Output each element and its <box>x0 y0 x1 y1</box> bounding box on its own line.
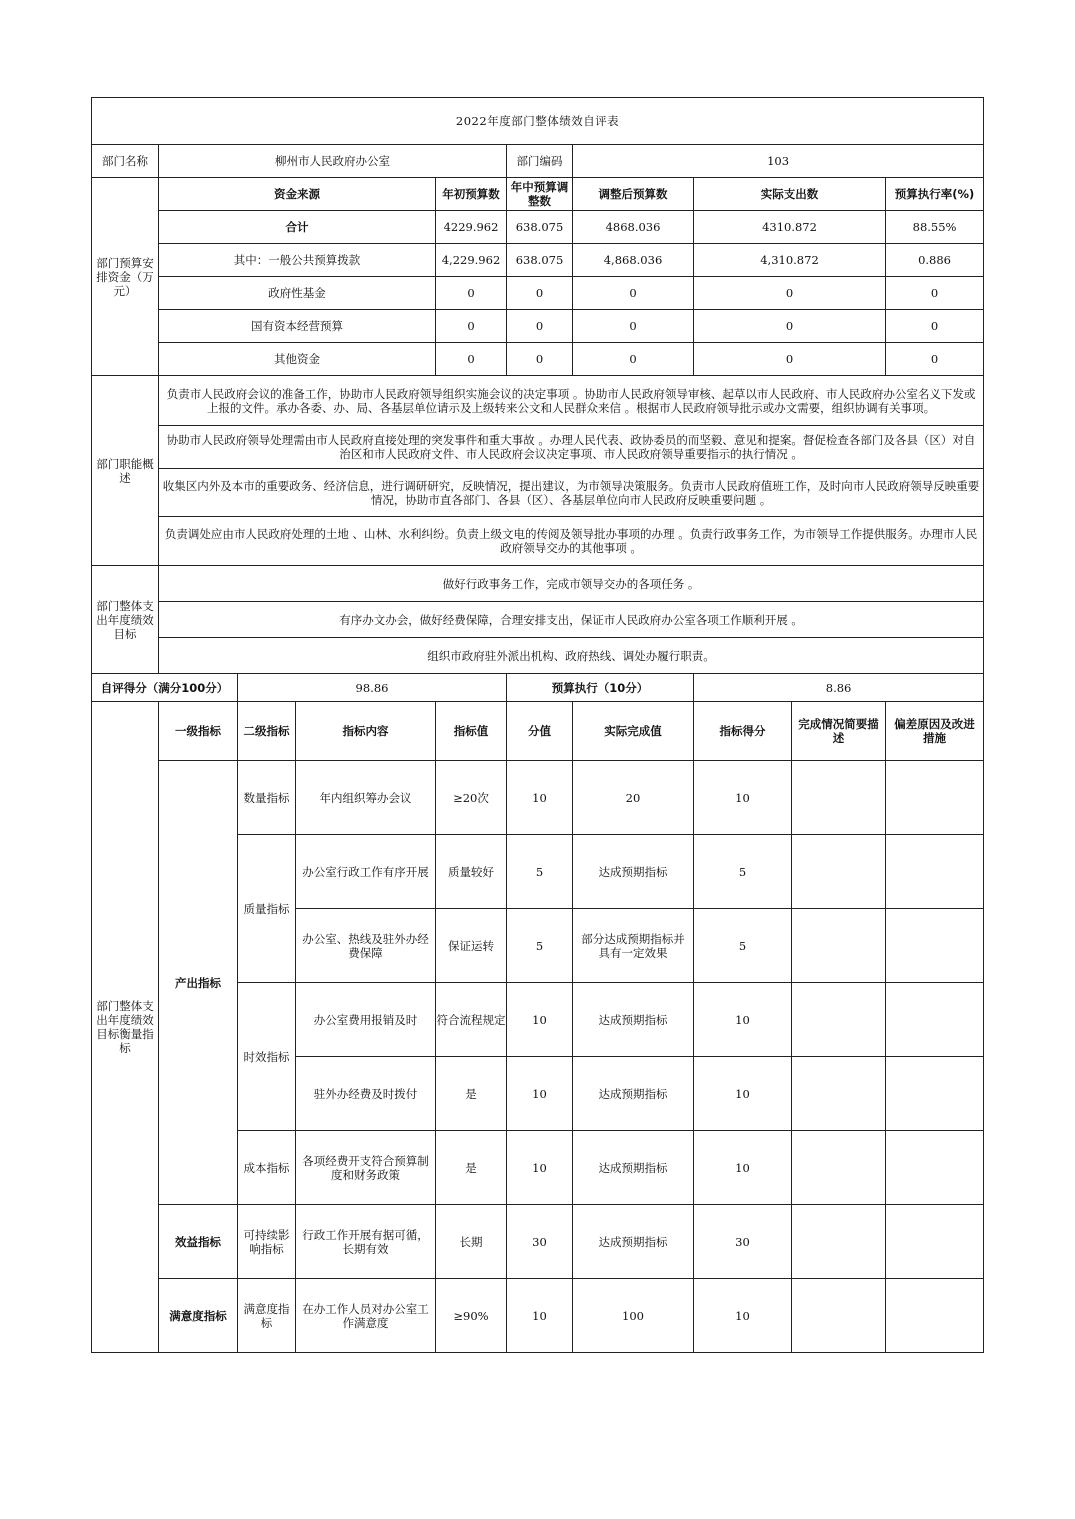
goals-label: 部门整体支出年度绩效目标 <box>92 566 159 674</box>
ind-score: 5 <box>694 909 792 983</box>
ind-actual: 达成预期指标 <box>573 1057 694 1131</box>
ind-header-score: 指标得分 <box>694 702 792 761</box>
ind-header-target: 指标值 <box>436 702 507 761</box>
ind-points: 10 <box>507 983 573 1057</box>
page-title: 2022年度部门整体绩效自评表 <box>92 98 984 145</box>
level2-quantity: 数量指标 <box>238 761 296 835</box>
ind-target: 保证运转 <box>436 909 507 983</box>
budget-header-source: 资金来源 <box>159 178 436 211</box>
indicator-row <box>92 1205 984 1279</box>
level2-satisfaction: 满意度指标 <box>238 1279 296 1353</box>
budget-header-adjust: 年中预算调整数 <box>507 178 573 211</box>
ind-description <box>792 1205 886 1279</box>
budget-adjust: 0 <box>507 277 573 310</box>
budget-rate: 0.886 <box>886 244 984 277</box>
budget-source: 政府性基金 <box>159 277 436 310</box>
ind-description <box>792 1057 886 1131</box>
ind-header-level1: 一级指标 <box>159 702 238 761</box>
budget-row <box>92 277 984 310</box>
ind-header-actual: 实际完成值 <box>573 702 694 761</box>
budget-initial: 0 <box>436 277 507 310</box>
budget-exec-label: 预算执行（10分） <box>507 674 694 702</box>
budget-initial: 4,229.962 <box>436 244 507 277</box>
budget-rate: 88.55% <box>886 211 984 244</box>
level2-quality: 质量指标 <box>238 835 296 983</box>
self-score-label: 自评得分（满分100分） <box>92 674 238 702</box>
budget-actual: 4310.872 <box>694 211 886 244</box>
ind-deviation <box>886 1131 984 1205</box>
ind-target: ≥20次 <box>436 761 507 835</box>
ind-target: 是 <box>436 1131 507 1205</box>
ind-deviation <box>886 1279 984 1353</box>
budget-source: 其中：一般公共预算拨款 <box>159 244 436 277</box>
dept-name-value: 柳州市人民政府办公室 <box>159 145 507 178</box>
ind-score: 10 <box>694 1131 792 1205</box>
budget-row <box>92 343 984 376</box>
budget-source: 合计 <box>159 211 436 244</box>
budget-row <box>92 244 984 277</box>
ind-actual: 部分达成预期指标并具有一定效果 <box>573 909 694 983</box>
ind-target: 质量较好 <box>436 835 507 909</box>
indicator-row <box>92 1279 984 1353</box>
budget-row-total <box>92 211 984 244</box>
ind-points: 5 <box>507 835 573 909</box>
ind-header-points: 分值 <box>507 702 573 761</box>
ind-content: 办公室行政工作有序开展 <box>296 835 436 909</box>
ind-score: 30 <box>694 1205 792 1279</box>
budget-adjusted: 0 <box>573 277 694 310</box>
dept-code-label: 部门编码 <box>507 145 573 178</box>
budget-header-rate: 预算执行率(%) <box>886 178 984 211</box>
function-text: 协助市人民政府领导处理需由市人民政府直接处理的突发事件和重大事故 。办理人民代表、政协委员的而坚毅、意见和提案。督促检查各部门及各县（区）对自治区和市人民政府文件、市人民政府会议决定事项、市人民政府领导重要指示的执行情况 。 <box>159 426 984 469</box>
budget-adjusted: 4868.036 <box>573 211 694 244</box>
ind-score: 5 <box>694 835 792 909</box>
ind-description <box>792 761 886 835</box>
budget-initial: 0 <box>436 310 507 343</box>
budget-row <box>92 310 984 343</box>
budget-initial: 0 <box>436 343 507 376</box>
budget-header-adjusted: 调整后预算数 <box>573 178 694 211</box>
ind-header-deviation: 偏差原因及改进措施 <box>886 702 984 761</box>
ind-description <box>792 909 886 983</box>
ind-content: 年内组织筹办会议 <box>296 761 436 835</box>
ind-description <box>792 983 886 1057</box>
budget-section-label: 部门预算安排资金（万元） <box>92 178 159 376</box>
ind-actual: 20 <box>573 761 694 835</box>
budget-actual: 4,310.872 <box>694 244 886 277</box>
budget-actual: 0 <box>694 343 886 376</box>
ind-deviation <box>886 835 984 909</box>
ind-content: 驻外办经费及时拨付 <box>296 1057 436 1131</box>
budget-rate: 0 <box>886 343 984 376</box>
goal-text: 有序办文办会，做好经费保障，合理安排支出，保证市人民政府办公室各项工作顺利开展 。 <box>159 602 984 638</box>
level2-cost: 成本指标 <box>238 1131 296 1205</box>
ind-header-level2: 二级指标 <box>238 702 296 761</box>
level1-output: 产出指标 <box>159 761 238 1205</box>
ind-actual: 达成预期指标 <box>573 983 694 1057</box>
performance-table <box>91 97 984 1353</box>
ind-content: 各项经费开支符合预算制度和财务政策 <box>296 1131 436 1205</box>
ind-target: 长期 <box>436 1205 507 1279</box>
ind-actual: 达成预期指标 <box>573 835 694 909</box>
budget-actual: 0 <box>694 277 886 310</box>
ind-target: 是 <box>436 1057 507 1131</box>
ind-points: 5 <box>507 909 573 983</box>
goal-text: 做好行政事务工作，完成市领导交办的各项任务 。 <box>159 566 984 602</box>
ind-description <box>792 835 886 909</box>
ind-header-description: 完成情况简要描述 <box>792 702 886 761</box>
level2-timeliness: 时效指标 <box>238 983 296 1131</box>
ind-content: 办公室、热线及驻外办经费保障 <box>296 909 436 983</box>
ind-target: 符合流程规定 <box>436 983 507 1057</box>
budget-adjusted: 0 <box>573 343 694 376</box>
ind-actual: 100 <box>573 1279 694 1353</box>
budget-source: 其他资金 <box>159 343 436 376</box>
self-score-value: 98.86 <box>238 674 507 702</box>
ind-deviation <box>886 983 984 1057</box>
function-text: 负责调处应由市人民政府处理的土地 、山林、水利纠纷。负责上级文电的传阅及领导批办事项的办理 。负责行政事务工作，为市领导工作提供服务。办理市人民政府领导交办的其他事项 。 <box>159 517 984 566</box>
goal-text: 组织市政府驻外派出机构、政府热线、调处办履行职责。 <box>159 638 984 674</box>
indicator-row <box>92 761 984 835</box>
level1-satisfaction: 满意度指标 <box>159 1279 238 1353</box>
ind-header-content: 指标内容 <box>296 702 436 761</box>
indicators-section-label: 部门整体支出年度绩效目标衡量指标 <box>92 702 159 1353</box>
budget-adjust: 638.075 <box>507 211 573 244</box>
functions-label: 部门职能概述 <box>92 376 159 566</box>
ind-score: 10 <box>694 983 792 1057</box>
budget-source: 国有资本经营预算 <box>159 310 436 343</box>
level1-benefit: 效益指标 <box>159 1205 238 1279</box>
ind-content: 行政工作开展有据可循，长期有效 <box>296 1205 436 1279</box>
ind-points: 10 <box>507 761 573 835</box>
budget-adjust: 638.075 <box>507 244 573 277</box>
ind-score: 10 <box>694 1057 792 1131</box>
budget-header-actual: 实际支出数 <box>694 178 886 211</box>
ind-deviation <box>886 909 984 983</box>
ind-deviation <box>886 761 984 835</box>
ind-actual: 达成预期指标 <box>573 1131 694 1205</box>
ind-points: 10 <box>507 1131 573 1205</box>
budget-adjust: 0 <box>507 310 573 343</box>
ind-score: 10 <box>694 1279 792 1353</box>
budget-adjust: 0 <box>507 343 573 376</box>
ind-points: 30 <box>507 1205 573 1279</box>
ind-actual: 达成预期指标 <box>573 1205 694 1279</box>
ind-target: ≥90% <box>436 1279 507 1353</box>
level2-sustain: 可持续影响指标 <box>238 1205 296 1279</box>
ind-content: 办公室费用报销及时 <box>296 983 436 1057</box>
budget-rate: 0 <box>886 310 984 343</box>
ind-points: 10 <box>507 1279 573 1353</box>
budget-adjusted: 4,868.036 <box>573 244 694 277</box>
function-text: 负责市人民政府会议的准备工作，协助市人民政府领导组织实施会议的决定事项 。协助市人民政府领导审核、起草以市人民政府、市人民政府办公室名义下发或上报的文件。承办各委、办、局、各基层单位请示及上级转来公文和人民群众来信 。根据市人民政府领导批示或办文需要，组织协调有关事项。 <box>159 376 984 426</box>
ind-deviation <box>886 1205 984 1279</box>
budget-rate: 0 <box>886 277 984 310</box>
dept-code-value: 103 <box>573 145 984 178</box>
function-text: 收集区内外及本市的重要政务、经济信息，进行调研研究，反映情况，提出建议，为市领导决策服务。负责市人民政府值班工作，及时向市人民政府领导反映重要情况，协助市直各部门、各县（区）、各基层单位向市人民政府反映重要问题 。 <box>159 469 984 517</box>
budget-header-initial: 年初预算数 <box>436 178 507 211</box>
budget-adjusted: 0 <box>573 310 694 343</box>
dept-name-label: 部门名称 <box>92 145 159 178</box>
ind-deviation <box>886 1057 984 1131</box>
ind-description <box>792 1279 886 1353</box>
budget-actual: 0 <box>694 310 886 343</box>
budget-exec-value: 8.86 <box>694 674 984 702</box>
ind-description <box>792 1131 886 1205</box>
ind-points: 10 <box>507 1057 573 1131</box>
budget-initial: 4229.962 <box>436 211 507 244</box>
ind-content: 在办工作人员对办公室工作满意度 <box>296 1279 436 1353</box>
ind-score: 10 <box>694 761 792 835</box>
